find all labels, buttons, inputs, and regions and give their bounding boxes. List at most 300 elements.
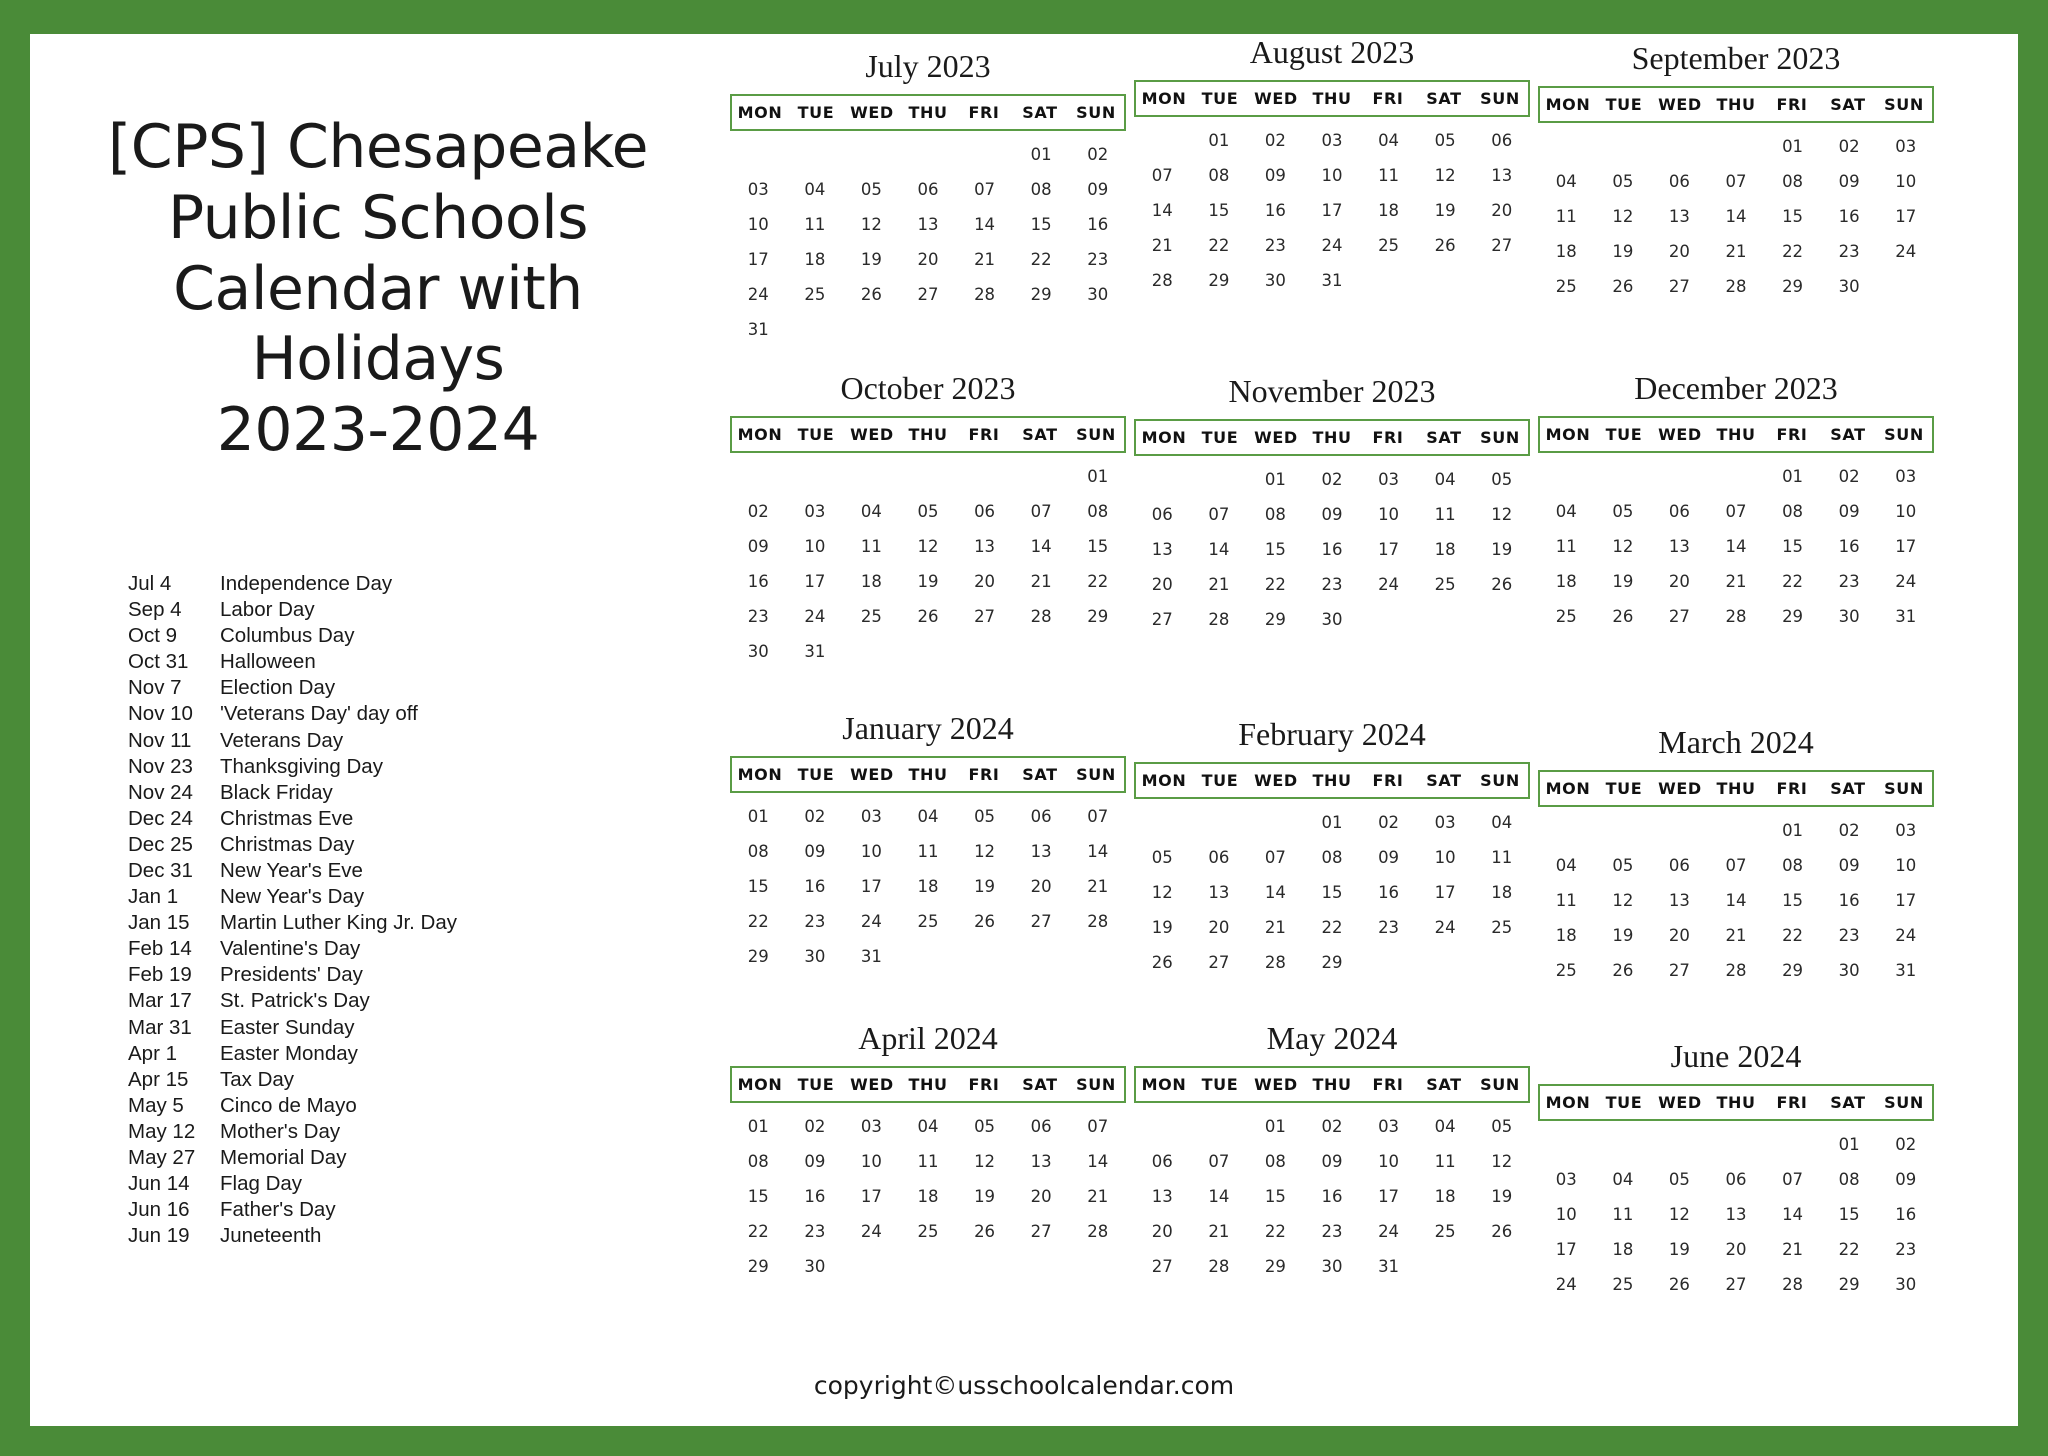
- day-cell[interactable]: 23: [1838, 572, 1860, 591]
- day-cell[interactable]: 04: [1612, 1170, 1634, 1189]
- day-cell[interactable]: 10: [1378, 1152, 1400, 1171]
- day-cell[interactable]: 26: [974, 912, 996, 931]
- day-cell[interactable]: 15: [1264, 1187, 1286, 1206]
- day-cell[interactable]: 20: [1668, 926, 1690, 945]
- day-cell[interactable]: 03: [1895, 137, 1917, 156]
- day-cell[interactable]: 29: [1030, 285, 1052, 304]
- day-cell[interactable]: 05: [1668, 1170, 1690, 1189]
- day-cell[interactable]: 20: [1725, 1240, 1747, 1259]
- day-cell[interactable]: 29: [1838, 1275, 1860, 1294]
- day-cell[interactable]: 08: [1208, 166, 1230, 185]
- day-cell[interactable]: 05: [1151, 848, 1173, 867]
- day-cell[interactable]: 25: [1555, 961, 1577, 980]
- day-cell[interactable]: 23: [747, 607, 769, 626]
- day-cell[interactable]: 26: [1612, 961, 1634, 980]
- day-cell[interactable]: 28: [1725, 607, 1747, 626]
- day-cell[interactable]: 04: [804, 180, 826, 199]
- day-cell[interactable]: 24: [1378, 575, 1400, 594]
- day-cell[interactable]: 29: [1321, 953, 1343, 972]
- day-cell[interactable]: 22: [1782, 242, 1804, 261]
- day-cell[interactable]: 30: [1321, 1257, 1343, 1276]
- day-cell[interactable]: 26: [1668, 1275, 1690, 1294]
- day-cell[interactable]: 29: [1208, 271, 1230, 290]
- day-cell[interactable]: 28: [1208, 610, 1230, 629]
- day-cell[interactable]: 04: [1555, 502, 1577, 521]
- day-cell[interactable]: 18: [1555, 926, 1577, 945]
- day-cell[interactable]: 14: [1782, 1205, 1804, 1224]
- day-cell[interactable]: 16: [1087, 215, 1109, 234]
- day-cell[interactable]: 19: [1434, 201, 1456, 220]
- day-cell[interactable]: 09: [1321, 505, 1343, 524]
- day-cell[interactable]: 28: [1087, 1222, 1109, 1241]
- day-cell[interactable]: 17: [860, 877, 882, 896]
- day-cell[interactable]: 12: [1491, 505, 1513, 524]
- day-cell[interactable]: 13: [917, 215, 939, 234]
- day-cell[interactable]: 21: [1208, 575, 1230, 594]
- day-cell[interactable]: 03: [1321, 131, 1343, 150]
- day-cell[interactable]: 28: [1151, 271, 1173, 290]
- day-cell[interactable]: 04: [1434, 1117, 1456, 1136]
- day-cell[interactable]: 25: [1612, 1275, 1634, 1294]
- day-cell[interactable]: 16: [804, 877, 826, 896]
- day-cell[interactable]: 30: [804, 1257, 826, 1276]
- day-cell[interactable]: 29: [1264, 610, 1286, 629]
- day-cell[interactable]: 12: [974, 1152, 996, 1171]
- day-cell[interactable]: 02: [1895, 1135, 1917, 1154]
- day-cell[interactable]: 17: [1321, 201, 1343, 220]
- day-cell[interactable]: 19: [974, 877, 996, 896]
- day-cell[interactable]: 23: [1087, 250, 1109, 269]
- day-cell[interactable]: 16: [747, 572, 769, 591]
- day-cell[interactable]: 19: [917, 572, 939, 591]
- day-cell[interactable]: 11: [860, 537, 882, 556]
- day-cell[interactable]: 17: [1895, 537, 1917, 556]
- day-cell[interactable]: 24: [1895, 572, 1917, 591]
- day-cell[interactable]: 01: [1030, 145, 1052, 164]
- day-cell[interactable]: 10: [1895, 172, 1917, 191]
- day-cell[interactable]: 17: [1555, 1240, 1577, 1259]
- day-cell[interactable]: 19: [1151, 918, 1173, 937]
- day-cell[interactable]: 02: [1087, 145, 1109, 164]
- day-cell[interactable]: 25: [860, 607, 882, 626]
- day-cell[interactable]: 16: [1378, 883, 1400, 902]
- day-cell[interactable]: 03: [1895, 467, 1917, 486]
- day-cell[interactable]: 09: [1838, 172, 1860, 191]
- day-cell[interactable]: 13: [1668, 207, 1690, 226]
- day-cell[interactable]: 13: [1491, 166, 1513, 185]
- day-cell[interactable]: 07: [1151, 166, 1173, 185]
- day-cell[interactable]: 25: [1378, 236, 1400, 255]
- day-cell[interactable]: 08: [1264, 505, 1286, 524]
- day-cell[interactable]: 13: [1668, 891, 1690, 910]
- day-cell[interactable]: 14: [1087, 1152, 1109, 1171]
- day-cell[interactable]: 30: [1321, 610, 1343, 629]
- day-cell[interactable]: 22: [1030, 250, 1052, 269]
- day-cell[interactable]: 24: [1434, 918, 1456, 937]
- day-cell[interactable]: 18: [917, 877, 939, 896]
- day-cell[interactable]: 19: [1668, 1240, 1690, 1259]
- day-cell[interactable]: 29: [747, 947, 769, 966]
- day-cell[interactable]: 20: [1491, 201, 1513, 220]
- day-cell[interactable]: 16: [1838, 891, 1860, 910]
- day-cell[interactable]: 01: [747, 807, 769, 826]
- day-cell[interactable]: 16: [1838, 207, 1860, 226]
- day-cell[interactable]: 30: [1087, 285, 1109, 304]
- day-cell[interactable]: 07: [1030, 502, 1052, 521]
- day-cell[interactable]: 17: [747, 250, 769, 269]
- day-cell[interactable]: 15: [747, 877, 769, 896]
- day-cell[interactable]: 18: [804, 250, 826, 269]
- day-cell[interactable]: 08: [1782, 172, 1804, 191]
- day-cell[interactable]: 11: [1555, 207, 1577, 226]
- day-cell[interactable]: 21: [1208, 1222, 1230, 1241]
- day-cell[interactable]: 11: [1378, 166, 1400, 185]
- day-cell[interactable]: 01: [747, 1117, 769, 1136]
- day-cell[interactable]: 09: [1378, 848, 1400, 867]
- day-cell[interactable]: 07: [1725, 856, 1747, 875]
- day-cell[interactable]: 28: [1208, 1257, 1230, 1276]
- day-cell[interactable]: 18: [1378, 201, 1400, 220]
- day-cell[interactable]: 19: [974, 1187, 996, 1206]
- day-cell[interactable]: 09: [1087, 180, 1109, 199]
- day-cell[interactable]: 17: [1895, 891, 1917, 910]
- day-cell[interactable]: 24: [860, 912, 882, 931]
- day-cell[interactable]: 05: [1491, 470, 1513, 489]
- day-cell[interactable]: 27: [1668, 961, 1690, 980]
- day-cell[interactable]: 06: [1030, 807, 1052, 826]
- day-cell[interactable]: 18: [1612, 1240, 1634, 1259]
- day-cell[interactable]: 07: [1087, 1117, 1109, 1136]
- day-cell[interactable]: 17: [804, 572, 826, 591]
- day-cell[interactable]: 20: [1668, 572, 1690, 591]
- day-cell[interactable]: 08: [1264, 1152, 1286, 1171]
- day-cell[interactable]: 04: [1555, 856, 1577, 875]
- day-cell[interactable]: 26: [1612, 607, 1634, 626]
- day-cell[interactable]: 28: [1087, 912, 1109, 931]
- day-cell[interactable]: 12: [1151, 883, 1173, 902]
- day-cell[interactable]: 22: [1321, 918, 1343, 937]
- day-cell[interactable]: 07: [1087, 807, 1109, 826]
- day-cell[interactable]: 01: [1264, 470, 1286, 489]
- day-cell[interactable]: 25: [1434, 1222, 1456, 1241]
- day-cell[interactable]: 29: [1264, 1257, 1286, 1276]
- day-cell[interactable]: 12: [917, 537, 939, 556]
- day-cell[interactable]: 14: [974, 215, 996, 234]
- day-cell[interactable]: 16: [1321, 540, 1343, 559]
- day-cell[interactable]: 09: [747, 537, 769, 556]
- day-cell[interactable]: 04: [917, 1117, 939, 1136]
- day-cell[interactable]: 14: [1151, 201, 1173, 220]
- day-cell[interactable]: 16: [1321, 1187, 1343, 1206]
- day-cell[interactable]: 31: [804, 642, 826, 661]
- day-cell[interactable]: 10: [804, 537, 826, 556]
- day-cell[interactable]: 22: [1208, 236, 1230, 255]
- day-cell[interactable]: 08: [1030, 180, 1052, 199]
- day-cell[interactable]: 24: [747, 285, 769, 304]
- day-cell[interactable]: 15: [1264, 540, 1286, 559]
- day-cell[interactable]: 23: [1895, 1240, 1917, 1259]
- day-cell[interactable]: 14: [1725, 207, 1747, 226]
- day-cell[interactable]: 01: [1321, 813, 1343, 832]
- day-cell[interactable]: 18: [1434, 540, 1456, 559]
- day-cell[interactable]: 18: [917, 1187, 939, 1206]
- day-cell[interactable]: 24: [1895, 242, 1917, 261]
- day-cell[interactable]: 03: [804, 502, 826, 521]
- day-cell[interactable]: 22: [1838, 1240, 1860, 1259]
- day-cell[interactable]: 14: [1208, 540, 1230, 559]
- day-cell[interactable]: 20: [917, 250, 939, 269]
- day-cell[interactable]: 11: [1555, 891, 1577, 910]
- day-cell[interactable]: 10: [860, 842, 882, 861]
- day-cell[interactable]: 12: [1491, 1152, 1513, 1171]
- day-cell[interactable]: 26: [1491, 575, 1513, 594]
- day-cell[interactable]: 15: [1030, 215, 1052, 234]
- day-cell[interactable]: 04: [1378, 131, 1400, 150]
- day-cell[interactable]: 26: [860, 285, 882, 304]
- day-cell[interactable]: 09: [1895, 1170, 1917, 1189]
- day-cell[interactable]: 29: [1782, 277, 1804, 296]
- day-cell[interactable]: 19: [1612, 242, 1634, 261]
- day-cell[interactable]: 06: [1151, 505, 1173, 524]
- day-cell[interactable]: 23: [1378, 918, 1400, 937]
- day-cell[interactable]: 09: [1264, 166, 1286, 185]
- day-cell[interactable]: 17: [1434, 883, 1456, 902]
- day-cell[interactable]: 19: [1491, 540, 1513, 559]
- day-cell[interactable]: 05: [860, 180, 882, 199]
- day-cell[interactable]: 02: [747, 502, 769, 521]
- day-cell[interactable]: 30: [747, 642, 769, 661]
- day-cell[interactable]: 04: [917, 807, 939, 826]
- day-cell[interactable]: 14: [1264, 883, 1286, 902]
- day-cell[interactable]: 22: [1264, 575, 1286, 594]
- day-cell[interactable]: 22: [747, 1222, 769, 1241]
- day-cell[interactable]: 22: [747, 912, 769, 931]
- day-cell[interactable]: 03: [747, 180, 769, 199]
- day-cell[interactable]: 14: [1725, 537, 1747, 556]
- day-cell[interactable]: 02: [804, 807, 826, 826]
- day-cell[interactable]: 17: [1378, 1187, 1400, 1206]
- day-cell[interactable]: 05: [1612, 172, 1634, 191]
- day-cell[interactable]: 07: [1208, 505, 1230, 524]
- day-cell[interactable]: 15: [1782, 207, 1804, 226]
- day-cell[interactable]: 15: [1838, 1205, 1860, 1224]
- day-cell[interactable]: 10: [1895, 502, 1917, 521]
- day-cell[interactable]: 30: [1895, 1275, 1917, 1294]
- day-cell[interactable]: 15: [1208, 201, 1230, 220]
- day-cell[interactable]: 04: [1434, 470, 1456, 489]
- day-cell[interactable]: 01: [1782, 821, 1804, 840]
- day-cell[interactable]: 20: [1030, 877, 1052, 896]
- day-cell[interactable]: 24: [1555, 1275, 1577, 1294]
- day-cell[interactable]: 08: [747, 842, 769, 861]
- day-cell[interactable]: 26: [1151, 953, 1173, 972]
- day-cell[interactable]: 13: [1151, 540, 1173, 559]
- day-cell[interactable]: 10: [1555, 1205, 1577, 1224]
- day-cell[interactable]: 09: [804, 1152, 826, 1171]
- day-cell[interactable]: 18: [860, 572, 882, 591]
- day-cell[interactable]: 06: [1491, 131, 1513, 150]
- day-cell[interactable]: 28: [974, 285, 996, 304]
- day-cell[interactable]: 16: [804, 1187, 826, 1206]
- day-cell[interactable]: 06: [1668, 856, 1690, 875]
- day-cell[interactable]: 14: [1208, 1187, 1230, 1206]
- day-cell[interactable]: 12: [974, 842, 996, 861]
- day-cell[interactable]: 07: [974, 180, 996, 199]
- day-cell[interactable]: 21: [1782, 1240, 1804, 1259]
- day-cell[interactable]: 14: [1725, 891, 1747, 910]
- day-cell[interactable]: 10: [1434, 848, 1456, 867]
- day-cell[interactable]: 07: [1782, 1170, 1804, 1189]
- day-cell[interactable]: 15: [1321, 883, 1343, 902]
- day-cell[interactable]: 05: [1612, 502, 1634, 521]
- day-cell[interactable]: 24: [860, 1222, 882, 1241]
- day-cell[interactable]: 25: [1555, 607, 1577, 626]
- day-cell[interactable]: 27: [1151, 610, 1173, 629]
- day-cell[interactable]: 01: [1782, 137, 1804, 156]
- day-cell[interactable]: 25: [1555, 277, 1577, 296]
- day-cell[interactable]: 15: [1782, 891, 1804, 910]
- day-cell[interactable]: 27: [1725, 1275, 1747, 1294]
- day-cell[interactable]: 14: [1087, 842, 1109, 861]
- day-cell[interactable]: 06: [1151, 1152, 1173, 1171]
- day-cell[interactable]: 15: [747, 1187, 769, 1206]
- day-cell[interactable]: 27: [1491, 236, 1513, 255]
- day-cell[interactable]: 12: [1612, 537, 1634, 556]
- day-cell[interactable]: 05: [1434, 131, 1456, 150]
- day-cell[interactable]: 05: [1612, 856, 1634, 875]
- day-cell[interactable]: 23: [1838, 242, 1860, 261]
- day-cell[interactable]: 24: [1321, 236, 1343, 255]
- day-cell[interactable]: 08: [747, 1152, 769, 1171]
- day-cell[interactable]: 14: [1030, 537, 1052, 556]
- day-cell[interactable]: 10: [1321, 166, 1343, 185]
- day-cell[interactable]: 01: [1838, 1135, 1860, 1154]
- day-cell[interactable]: 11: [1612, 1205, 1634, 1224]
- day-cell[interactable]: 13: [974, 537, 996, 556]
- day-cell[interactable]: 18: [1555, 242, 1577, 261]
- day-cell[interactable]: 02: [1838, 137, 1860, 156]
- day-cell[interactable]: 02: [1838, 467, 1860, 486]
- day-cell[interactable]: 19: [1491, 1187, 1513, 1206]
- day-cell[interactable]: 01: [1208, 131, 1230, 150]
- day-cell[interactable]: 05: [917, 502, 939, 521]
- day-cell[interactable]: 19: [1612, 572, 1634, 591]
- day-cell[interactable]: 11: [1491, 848, 1513, 867]
- day-cell[interactable]: 11: [917, 1152, 939, 1171]
- day-cell[interactable]: 30: [1838, 277, 1860, 296]
- day-cell[interactable]: 11: [917, 842, 939, 861]
- day-cell[interactable]: 03: [1555, 1170, 1577, 1189]
- day-cell[interactable]: 18: [1491, 883, 1513, 902]
- day-cell[interactable]: 17: [860, 1187, 882, 1206]
- day-cell[interactable]: 04: [860, 502, 882, 521]
- day-cell[interactable]: 06: [1668, 502, 1690, 521]
- day-cell[interactable]: 01: [1087, 467, 1109, 486]
- day-cell[interactable]: 25: [804, 285, 826, 304]
- day-cell[interactable]: 12: [1612, 207, 1634, 226]
- day-cell[interactable]: 27: [917, 285, 939, 304]
- day-cell[interactable]: 28: [1725, 961, 1747, 980]
- day-cell[interactable]: 23: [1321, 1222, 1343, 1241]
- day-cell[interactable]: 10: [747, 215, 769, 234]
- day-cell[interactable]: 19: [1612, 926, 1634, 945]
- day-cell[interactable]: 27: [1030, 912, 1052, 931]
- day-cell[interactable]: 08: [1321, 848, 1343, 867]
- day-cell[interactable]: 24: [804, 607, 826, 626]
- day-cell[interactable]: 24: [1378, 1222, 1400, 1241]
- day-cell[interactable]: 21: [1725, 926, 1747, 945]
- day-cell[interactable]: 31: [1321, 271, 1343, 290]
- day-cell[interactable]: 07: [1725, 502, 1747, 521]
- day-cell[interactable]: 13: [1668, 537, 1690, 556]
- day-cell[interactable]: 06: [974, 502, 996, 521]
- day-cell[interactable]: 20: [1151, 1222, 1173, 1241]
- day-cell[interactable]: 26: [917, 607, 939, 626]
- day-cell[interactable]: 05: [974, 807, 996, 826]
- day-cell[interactable]: 15: [1087, 537, 1109, 556]
- day-cell[interactable]: 28: [1725, 277, 1747, 296]
- day-cell[interactable]: 13: [1030, 1152, 1052, 1171]
- day-cell[interactable]: 16: [1895, 1205, 1917, 1224]
- day-cell[interactable]: 18: [1434, 1187, 1456, 1206]
- day-cell[interactable]: 06: [1668, 172, 1690, 191]
- day-cell[interactable]: 16: [1264, 201, 1286, 220]
- day-cell[interactable]: 23: [1321, 575, 1343, 594]
- day-cell[interactable]: 17: [1378, 540, 1400, 559]
- day-cell[interactable]: 03: [1434, 813, 1456, 832]
- day-cell[interactable]: 20: [1668, 242, 1690, 261]
- day-cell[interactable]: 31: [1895, 607, 1917, 626]
- day-cell[interactable]: 04: [1491, 813, 1513, 832]
- day-cell[interactable]: 02: [1264, 131, 1286, 150]
- day-cell[interactable]: 01: [1782, 467, 1804, 486]
- day-cell[interactable]: 02: [1321, 1117, 1343, 1136]
- day-cell[interactable]: 26: [974, 1222, 996, 1241]
- day-cell[interactable]: 03: [1378, 470, 1400, 489]
- day-cell[interactable]: 21: [1264, 918, 1286, 937]
- day-cell[interactable]: 10: [1378, 505, 1400, 524]
- day-cell[interactable]: 10: [860, 1152, 882, 1171]
- day-cell[interactable]: 19: [860, 250, 882, 269]
- day-cell[interactable]: 22: [1782, 926, 1804, 945]
- day-cell[interactable]: 20: [1151, 575, 1173, 594]
- day-cell[interactable]: 25: [1434, 575, 1456, 594]
- day-cell[interactable]: 23: [1838, 926, 1860, 945]
- day-cell[interactable]: 02: [1378, 813, 1400, 832]
- day-cell[interactable]: 09: [1321, 1152, 1343, 1171]
- day-cell[interactable]: 31: [1378, 1257, 1400, 1276]
- day-cell[interactable]: 08: [1087, 502, 1109, 521]
- day-cell[interactable]: 11: [1434, 505, 1456, 524]
- day-cell[interactable]: 03: [860, 807, 882, 826]
- day-cell[interactable]: 21: [1725, 572, 1747, 591]
- day-cell[interactable]: 12: [1612, 891, 1634, 910]
- day-cell[interactable]: 11: [804, 215, 826, 234]
- day-cell[interactable]: 25: [917, 1222, 939, 1241]
- day-cell[interactable]: 20: [1208, 918, 1230, 937]
- day-cell[interactable]: 30: [1838, 961, 1860, 980]
- day-cell[interactable]: 30: [1838, 607, 1860, 626]
- day-cell[interactable]: 22: [1264, 1222, 1286, 1241]
- day-cell[interactable]: 03: [860, 1117, 882, 1136]
- day-cell[interactable]: 16: [1838, 537, 1860, 556]
- day-cell[interactable]: 06: [917, 180, 939, 199]
- day-cell[interactable]: 12: [860, 215, 882, 234]
- day-cell[interactable]: 27: [974, 607, 996, 626]
- day-cell[interactable]: 21: [1087, 1187, 1109, 1206]
- day-cell[interactable]: 31: [1895, 961, 1917, 980]
- day-cell[interactable]: 26: [1434, 236, 1456, 255]
